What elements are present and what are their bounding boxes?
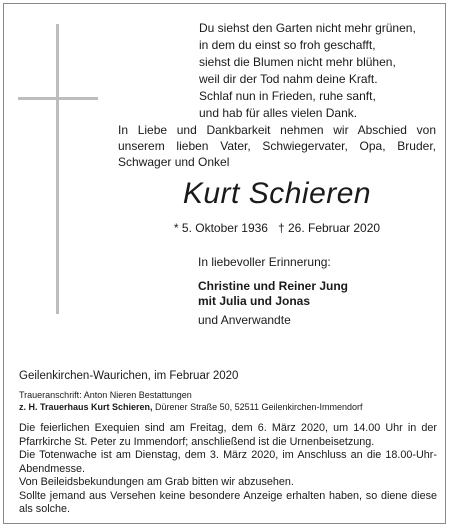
- info-paragraph: Sollte jemand aus Versehen keine besondere Anzeige erhalten haben, so diene diese als solche.: [19, 489, 437, 515]
- mourner-line: Christine und Reiner Jung: [198, 279, 349, 293]
- poem-line: in dem du einst so froh geschafft,: [199, 38, 376, 52]
- poem-line: siehst die Blumen nicht mehr blühen,: [199, 55, 396, 69]
- death-date: † 26. Februar 2020: [277, 221, 381, 235]
- contact-rest: Dürener Straße 50, 52511 Geilenkirchen-Immendorf: [152, 402, 363, 412]
- cross-icon: [18, 24, 98, 314]
- mourning-address: [19, 389, 439, 413]
- deceased-name: Kurt Schieren: [182, 177, 372, 210]
- farewell-text: In Liebe und Dankbarkeit nehmen wir Abschied von unserem lieben Vater, Schwiegervater, Opa, Bruder, Schwager und Onkel: [118, 123, 436, 169]
- poem-line: und hab für alles vielen Dank.: [199, 106, 358, 120]
- info-paragraph: Von Beileidsbekundungen am Grab bitten wir abzusehen.: [19, 476, 294, 488]
- mourners: [198, 279, 348, 309]
- contact-line: [19, 401, 439, 413]
- birth-date: * 5. Oktober 1936: [173, 221, 268, 235]
- contact-line: Traueranschrift: Anton Nieren Bestattungen: [19, 390, 192, 400]
- place-date: Geilenkirchen-Waurichen, im Februar 2020: [19, 370, 239, 382]
- poem: [199, 20, 439, 122]
- contact-bold: z. H. Trauerhaus Kurt Schieren,: [19, 402, 153, 412]
- relatives: und Anverwandte: [198, 313, 291, 327]
- info-paragraph: Die Totenwache ist am Dienstag, dem 3. März 2020, im Anschluss an die 18.00-Uhr-Abendmesse.: [19, 449, 437, 475]
- poem-line: weil dir der Tod nahm deine Kraft.: [199, 72, 378, 86]
- memory-label: In liebevoller Erinnerung:: [198, 255, 331, 269]
- info-paragraph: Die feierlichen Exequien sind am Freitag, dem 6. März 2020, um 14.00 Uhr in der Pfarrkirche St. Peter zu Immendorf; anschließend ist die Urnenbeisetzung.: [19, 422, 437, 448]
- service-info: [19, 422, 437, 517]
- poem-line: Schlaf nun in Frieden, ruhe sanft,: [199, 89, 376, 103]
- life-dates: [112, 221, 442, 235]
- poem-line: Du siehst den Garten nicht mehr grünen,: [199, 21, 416, 35]
- mourner-line: mit Julia und Jonas: [198, 294, 311, 308]
- obituary-card: [3, 3, 446, 524]
